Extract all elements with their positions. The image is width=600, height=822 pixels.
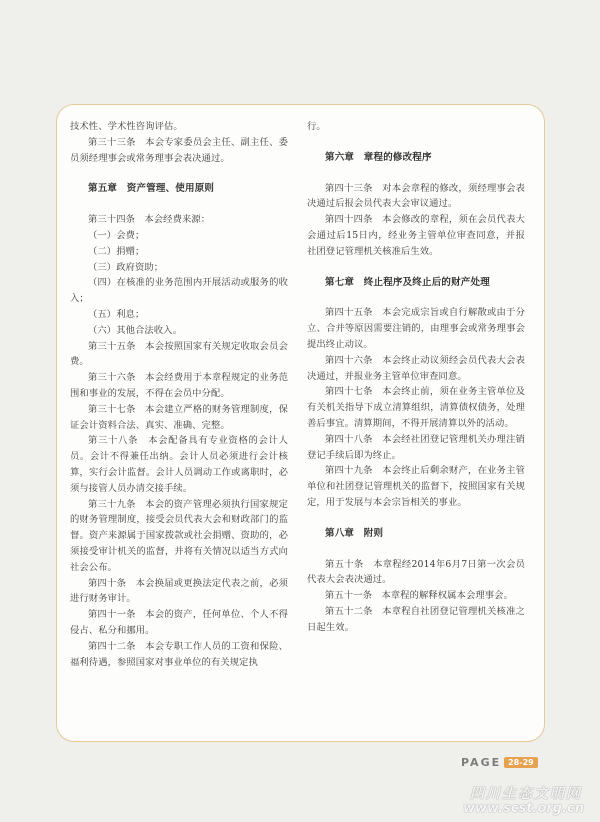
paragraph: 第四十六条 本会终止动议须经会员代表大会表决通过，并报业务主管单位审查同意。 — [307, 354, 525, 382]
paragraph: 第三十五条 本会按照国家有关规定收取会员会费。 — [70, 340, 288, 368]
paragraph: 第四十四条 本会修改的章程，须在会员代表大会通过后15日内，经业务主管单位审查同意，并报社团登记管理机关核准后生效。 — [307, 214, 525, 257]
page-label: PAGE — [461, 756, 502, 769]
paragraph: 第四十八条 本会经社团登记管理机关办理注销登记手续后即为终止。 — [307, 433, 525, 461]
paragraph: 第三十八条 本会配备具有专业资格的会计人员。会计不得兼任出纳。会计人员必须进行会计核算，实行会计监督。会计人员调动工作或离职时，必须与接管人员办清交接手续。 — [70, 435, 288, 494]
paragraph: 技术性、学术性咨询评估。 — [70, 121, 183, 132]
paragraph: 行。 — [307, 121, 326, 132]
list-item: （一）会费； — [88, 229, 145, 241]
watermark-url: www.scst.org.cn — [462, 801, 584, 816]
chapter-heading: 第八章 附则 — [325, 527, 384, 539]
paragraph: 第三十四条 本会经费来源： — [88, 214, 211, 226]
left-column — [70, 119, 288, 670]
paragraph: 第三十七条 本会建立严格的财务管理制度，保证会计资料合法、真实、准确、完整。 — [70, 403, 288, 431]
list-item: （五）利息； — [88, 308, 145, 320]
list-item: （六）其他合法收入。 — [88, 324, 182, 336]
watermark-title: 四川生态文明网 — [470, 786, 582, 802]
page-number-badge: 28-29 — [504, 757, 538, 768]
paragraph: 第五十一条 本章程的解释权属本会理事会。 — [325, 590, 513, 602]
paragraph: 第三十九条 本会的资产管理必须执行国家规定的财务管理制度，接受会员代表大会和财政部门的监督。资产来源属于国家拨款或社会捐赠、资助的，必须接受审计机关的监督，并将有关情况以适当方式向社会公布。 — [70, 498, 288, 573]
paragraph: 第四十五条 本会完成宗旨或自行解散或由于分立、合并等原因需要注销的，由理事会或常务理事会提出终止动议。 — [307, 307, 525, 350]
paragraph: 第四十七条 本会终止前，须在业务主管单位及有关机关指导下成立清算组织，清算债权债务，处理善后事宜。清算期间，不得开展清算以外的活动。 — [307, 386, 525, 429]
list-item: （二）捐赠； — [88, 245, 145, 257]
chapter-heading: 第七章 终止程序及终止后的财产处理 — [325, 276, 490, 288]
chapter-heading: 第六章 章程的修改程序 — [325, 151, 432, 163]
paragraph: 第五十条 本章程经2014年6月7日第一次会员代表大会表决通过。 — [307, 558, 525, 586]
right-column — [307, 119, 525, 636]
paragraph: 第三十六条 本会经费用于本章程规定的业务范围和事业的发展，不得在会员中分配。 — [70, 372, 288, 399]
paragraph: 第四十一条 本会的资产，任何单位、个人不得侵占、私分和挪用。 — [70, 609, 288, 636]
paragraph: 第四十九条 本会终止后剩余财产，在业务主管单位和社团登记管理机关的监督下，按照国家有关规定，用于发展与本会宗旨相关的事业。 — [307, 465, 525, 508]
paragraph: 第四十条 本会换届或更换法定代表之前，必须进行财务审计。 — [70, 577, 288, 605]
paragraph: 第四十二条 本会专职工作人员的工资和保险、福利待遇，参照国家对事业单位的有关规定执 — [70, 640, 288, 668]
list-item: （三）政府资助； — [88, 261, 164, 273]
paragraph: 第五十二条 本章程自社团登记管理机关核准之日起生效。 — [307, 605, 525, 633]
chapter-heading: 第五章 资产管理、使用原则 — [88, 183, 215, 195]
paragraph: 第四十三条 对本会章程的修改，须经理事会表决通过后报会员代表大会审议通过。 — [307, 182, 525, 210]
page-number — [461, 756, 538, 769]
list-item: （四）在核准的业务范围内开展活动或服务的收入； — [70, 277, 288, 305]
paragraph: 第三十三条 本会专家委员会主任、副主任、委员须经理事会或常务理事会表决通过。 — [70, 136, 288, 164]
